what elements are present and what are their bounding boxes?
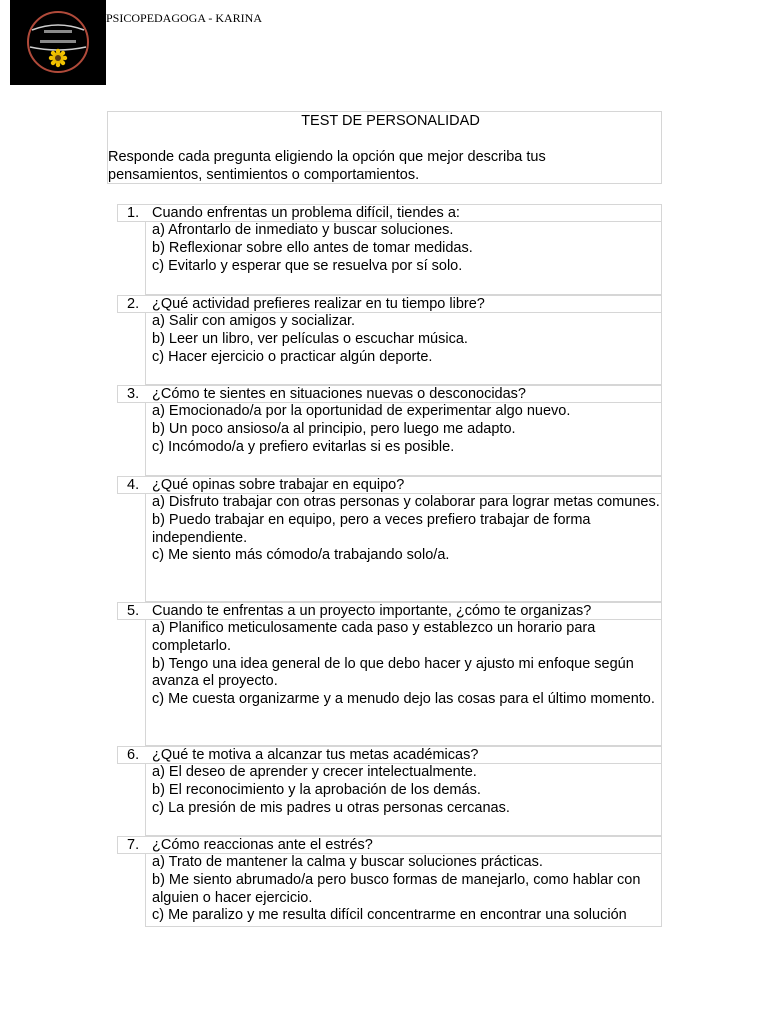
option-b[interactable]: b) Tengo una idea general de lo que debo hacer y ajusto mi enfoque según avanza el proyecto. [152,655,634,690]
question-5 [117,602,662,746]
question-number: 1. [127,205,140,221]
question-text: ¿Qué actividad prefieres realizar en tu tiempo libre? [152,296,485,312]
option-a[interactable]: a) Emocionado/a por la oportunidad de experimentar algo nuevo. [152,403,571,419]
question-number: 6. [127,747,140,763]
option-a[interactable]: a) Salir con amigos y socializar. [152,313,356,329]
question-text: Cuando enfrentas un problema difícil, tiendes a: [152,205,460,221]
question-number: 3. [127,386,140,402]
option-b[interactable]: b) El reconocimiento y la aprobación de los demás. [152,781,481,798]
question-header [117,476,662,494]
question-2 [117,295,662,385]
option-c[interactable]: c) Evitarlo y esperar que se resuelva por sí solo. [152,257,463,274]
option-b[interactable]: b) Me siento abrumado/a pero busco formas de manejarlo, como hablar con alguien o hacer ejercicio. [152,871,641,906]
page-title: TEST DE PERSONALIDAD [301,113,480,129]
question-text: ¿Qué te motiva a alcanzar tus metas académicas? [152,747,479,763]
question-options [145,403,662,476]
question-number: 4. [127,477,140,493]
option-a[interactable]: a) Planifico meticulosamente cada paso y establezco un horario para completarlo. [152,620,596,654]
question-options [145,313,662,385]
logo [10,0,106,85]
question-header [117,295,662,313]
question-1 [117,204,662,295]
sunflower-logo-icon [10,0,106,85]
instructions: Responde cada pregunta eligiendo la opción que mejor describa tus pensamientos, sentimientos o comportamientos. [108,149,546,183]
option-c[interactable]: c) Me cuesta organizarme y a menudo dejo las cosas para el último momento. [152,691,655,708]
question-text: ¿Cómo te sientes en situaciones nuevas o desconocidas? [152,386,526,402]
question-3 [117,385,662,476]
option-c[interactable]: c) Me paralizo y me resulta difícil concentrarme en encontrar una solución [152,907,627,924]
question-number: 7. [127,837,140,853]
option-a[interactable]: a) El deseo de aprender y crecer intelectualmente. [152,764,477,780]
question-options [145,764,662,836]
option-a[interactable]: a) Disfruto trabajar con otras personas y colaborar para lograr metas comunes. [152,494,660,510]
question-text: ¿Cómo reaccionas ante el estrés? [152,837,373,853]
option-c[interactable]: c) La presión de mis padres u otras personas cercanas. [152,799,510,816]
option-c[interactable]: c) Hacer ejercicio o practicar algún deporte. [152,348,433,365]
question-options [145,494,662,602]
option-b[interactable]: b) Leer un libro, ver películas o escuchar música. [152,330,468,347]
question-header [117,204,662,222]
author-header: PSICOPEDAGOGA - KARINA [106,11,263,25]
question-text: ¿Qué opinas sobre trabajar en equipo? [152,477,405,493]
option-c[interactable]: c) Incómodo/a y prefiero evitarlas si es posible. [152,438,455,455]
intro-box [107,111,662,184]
question-header [117,602,662,620]
option-a[interactable]: a) Afrontarlo de inmediato y buscar soluciones. [152,222,454,238]
question-4 [117,476,662,602]
question-header [117,746,662,764]
question-6 [117,746,662,836]
option-b[interactable]: b) Reflexionar sobre ello antes de tomar medidas. [152,239,473,256]
question-text: Cuando te enfrentas a un proyecto importante, ¿cómo te organizas? [152,603,592,619]
question-header [117,836,662,854]
option-c[interactable]: c) Me siento más cómodo/a trabajando solo/a. [152,547,450,564]
question-options [145,222,662,295]
question-7 [117,836,662,927]
option-b[interactable]: b) Un poco ansioso/a al principio, pero luego me adapto. [152,420,516,437]
question-number: 5. [127,603,140,619]
option-b[interactable]: b) Puedo trabajar en equipo, pero a veces prefiero trabajar de forma independiente. [152,511,591,546]
question-number: 2. [127,296,140,312]
question-options [145,620,662,746]
question-header [117,385,662,403]
option-a[interactable]: a) Trato de mantener la calma y buscar soluciones prácticas. [152,854,543,870]
question-options [145,854,662,927]
